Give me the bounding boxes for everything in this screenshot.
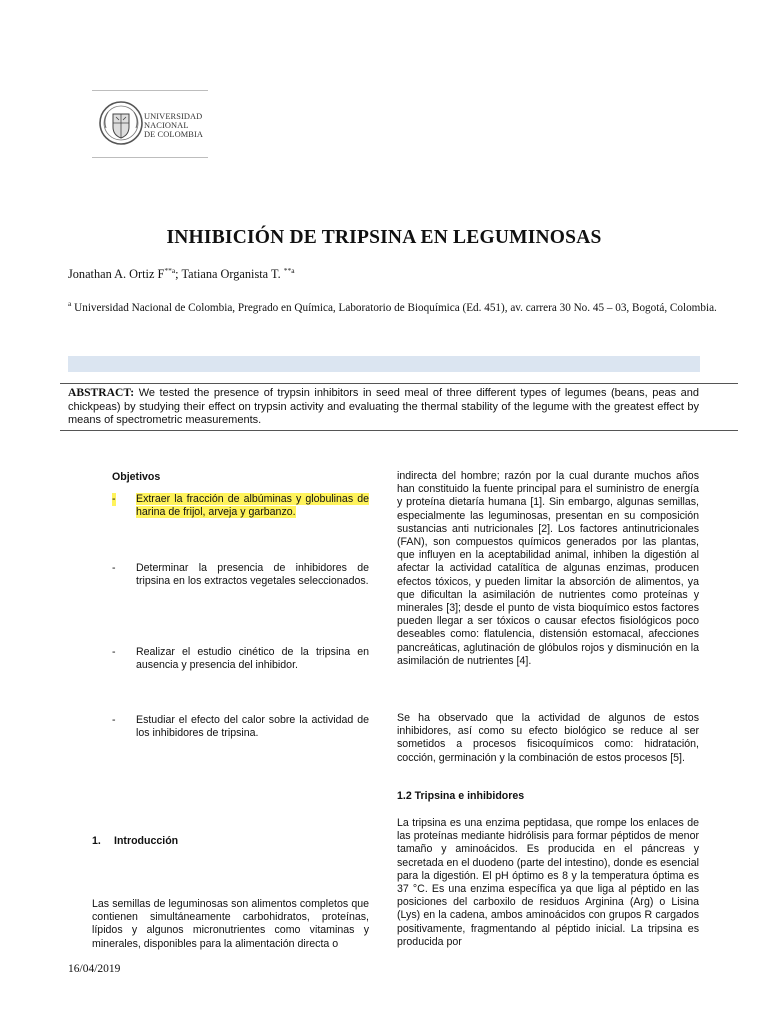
logo-wordmark: UNIVERSIDAD NACIONAL DE COLOMBIA xyxy=(144,112,204,139)
objective-item xyxy=(112,646,369,672)
author-line xyxy=(68,267,295,282)
body-paragraph: Se ha observado que la actividad de algunos de estos inhibidores, así como su efecto biológico se reduce al ser sometidos a procesos fisicoquímicos como: hidratación, cocción, germinación y la combinación de estos procesos [5]. xyxy=(397,712,699,764)
abstract-label: ABSTRACT: xyxy=(68,386,135,399)
objective-text: Extraer la fracción de albúminas y globulinas de harina de frijol, arveja y garbanzo. xyxy=(136,493,369,519)
section-subheading: 1.2 Tripsina e inhibidores xyxy=(397,790,525,802)
affiliation xyxy=(68,299,718,317)
body-paragraph: La tripsina es una enzima peptidasa, que rompe los enlaces de las proteínas mediante hidrólisis para formar péptidos de menor tamaño y aminoácidos. Es producida en el páncreas y secretada en el duodeno (parte del intestino), donde es esencial para la digestión. El pH óptimo es 8 y la temperatura óptima es 37 °C. Es una enzima específica ya que liga al péptido en las posiciones del carboxilo de residuos Arginina (Arg) o Lisina (Lys) en la cadena, ambos aminoácidos con grupos R cargados positivamente, fragmentando al péptido inicial. La tripsina es producida por xyxy=(397,817,699,948)
abstract xyxy=(68,386,699,428)
objective-item xyxy=(112,714,369,740)
university-logo xyxy=(92,90,208,158)
objective-bullet: - xyxy=(112,562,116,574)
objective-text: Estudiar el efecto del calor sobre la actividad de los inhibidores de tripsina. xyxy=(136,714,369,740)
objective-bullet: - xyxy=(112,493,116,505)
paper-title: INHIBICIÓN DE TRIPSINA EN LEGUMINOSAS xyxy=(166,227,602,248)
author-name: Tatiana Organista T. xyxy=(181,267,284,281)
author-name: Jonathan A. Ortiz F xyxy=(68,267,165,281)
objectives-heading: Objetivos xyxy=(112,471,161,483)
objective-bullet: - xyxy=(112,646,116,658)
university-seal-icon xyxy=(98,98,144,148)
author-mark: **a xyxy=(283,266,295,275)
footer-date: 16/04/2019 xyxy=(68,963,121,975)
affiliation-mark: a xyxy=(68,299,72,308)
author-separator: ; xyxy=(175,267,182,281)
objective-text: Determinar la presencia de inhibidores de tripsina en los extractos vegetales seleccionados. xyxy=(136,562,369,588)
intro-heading-number: 1. xyxy=(92,835,101,847)
intro-paragraph: Las semillas de leguminosas son alimentos completos que contienen simultáneamente carbohidratos, proteínas, lípidos y algunos micronutrientes como vitaminas y minerales, disponibles para la alimentación directa o xyxy=(92,898,369,950)
header-band xyxy=(68,356,700,372)
abstract-top-rule xyxy=(60,383,738,384)
author-mark: **a xyxy=(164,266,176,275)
body-paragraph: indirecta del hombre; razón por la cual durante muchos años han constituido la fuente principal para el suministro de energía y proteína dietaría humana [1]. Sin embargo, algunas semillas, especialmente las leguminosas, presentan en su composición sustancias anti nutricionales [2]. Los factores antinutricionales (FAN), son compuestos químicos generados por las plantas, que influyen en la aceptabilidad animal, inhiben la digestión al afectar la actividad catalítica de algunas enzimas, producen efectos tóxicos, y pueden limitar la absorción de alimentos, ya que dificultan la asimilación de nutrientes como proteínas y minerales [3]; desde el punto de vista bioquímico estos factores pueden llegar a ser tóxicos o causar efectos fisiológicos poco deseables como: flatulencia, distensión estomacal, afecciones pancreáticas, aglutinación de glóbulos rojos y disminución en la asimilación de nutrientes [4]. xyxy=(397,470,699,667)
objective-item xyxy=(112,493,369,519)
objective-text: Realizar el estudio cinético de la tripsina en ausencia y presencia del inhibidor. xyxy=(136,646,369,672)
abstract-text: We tested the presence of trypsin inhibitors in seed meal of three different types of legumes (beans, peas and chickpeas) by studying their effect on trypsin activity and evaluating the thermal stability of the legume with the greatest effect by means of spectrometric measurements. xyxy=(68,387,699,426)
affiliation-text: Universidad Nacional de Colombia, Pregrado en Química, Laboratorio de Bioquímica (Ed. 451), av. carrera 30 No. 45 – 03, Bogotá, Colombia. xyxy=(71,302,717,314)
objective-item xyxy=(112,562,369,588)
abstract-bottom-rule xyxy=(60,430,738,431)
intro-heading xyxy=(92,835,178,847)
intro-heading-text: Introducción xyxy=(114,835,179,847)
objective-bullet: - xyxy=(112,714,116,726)
